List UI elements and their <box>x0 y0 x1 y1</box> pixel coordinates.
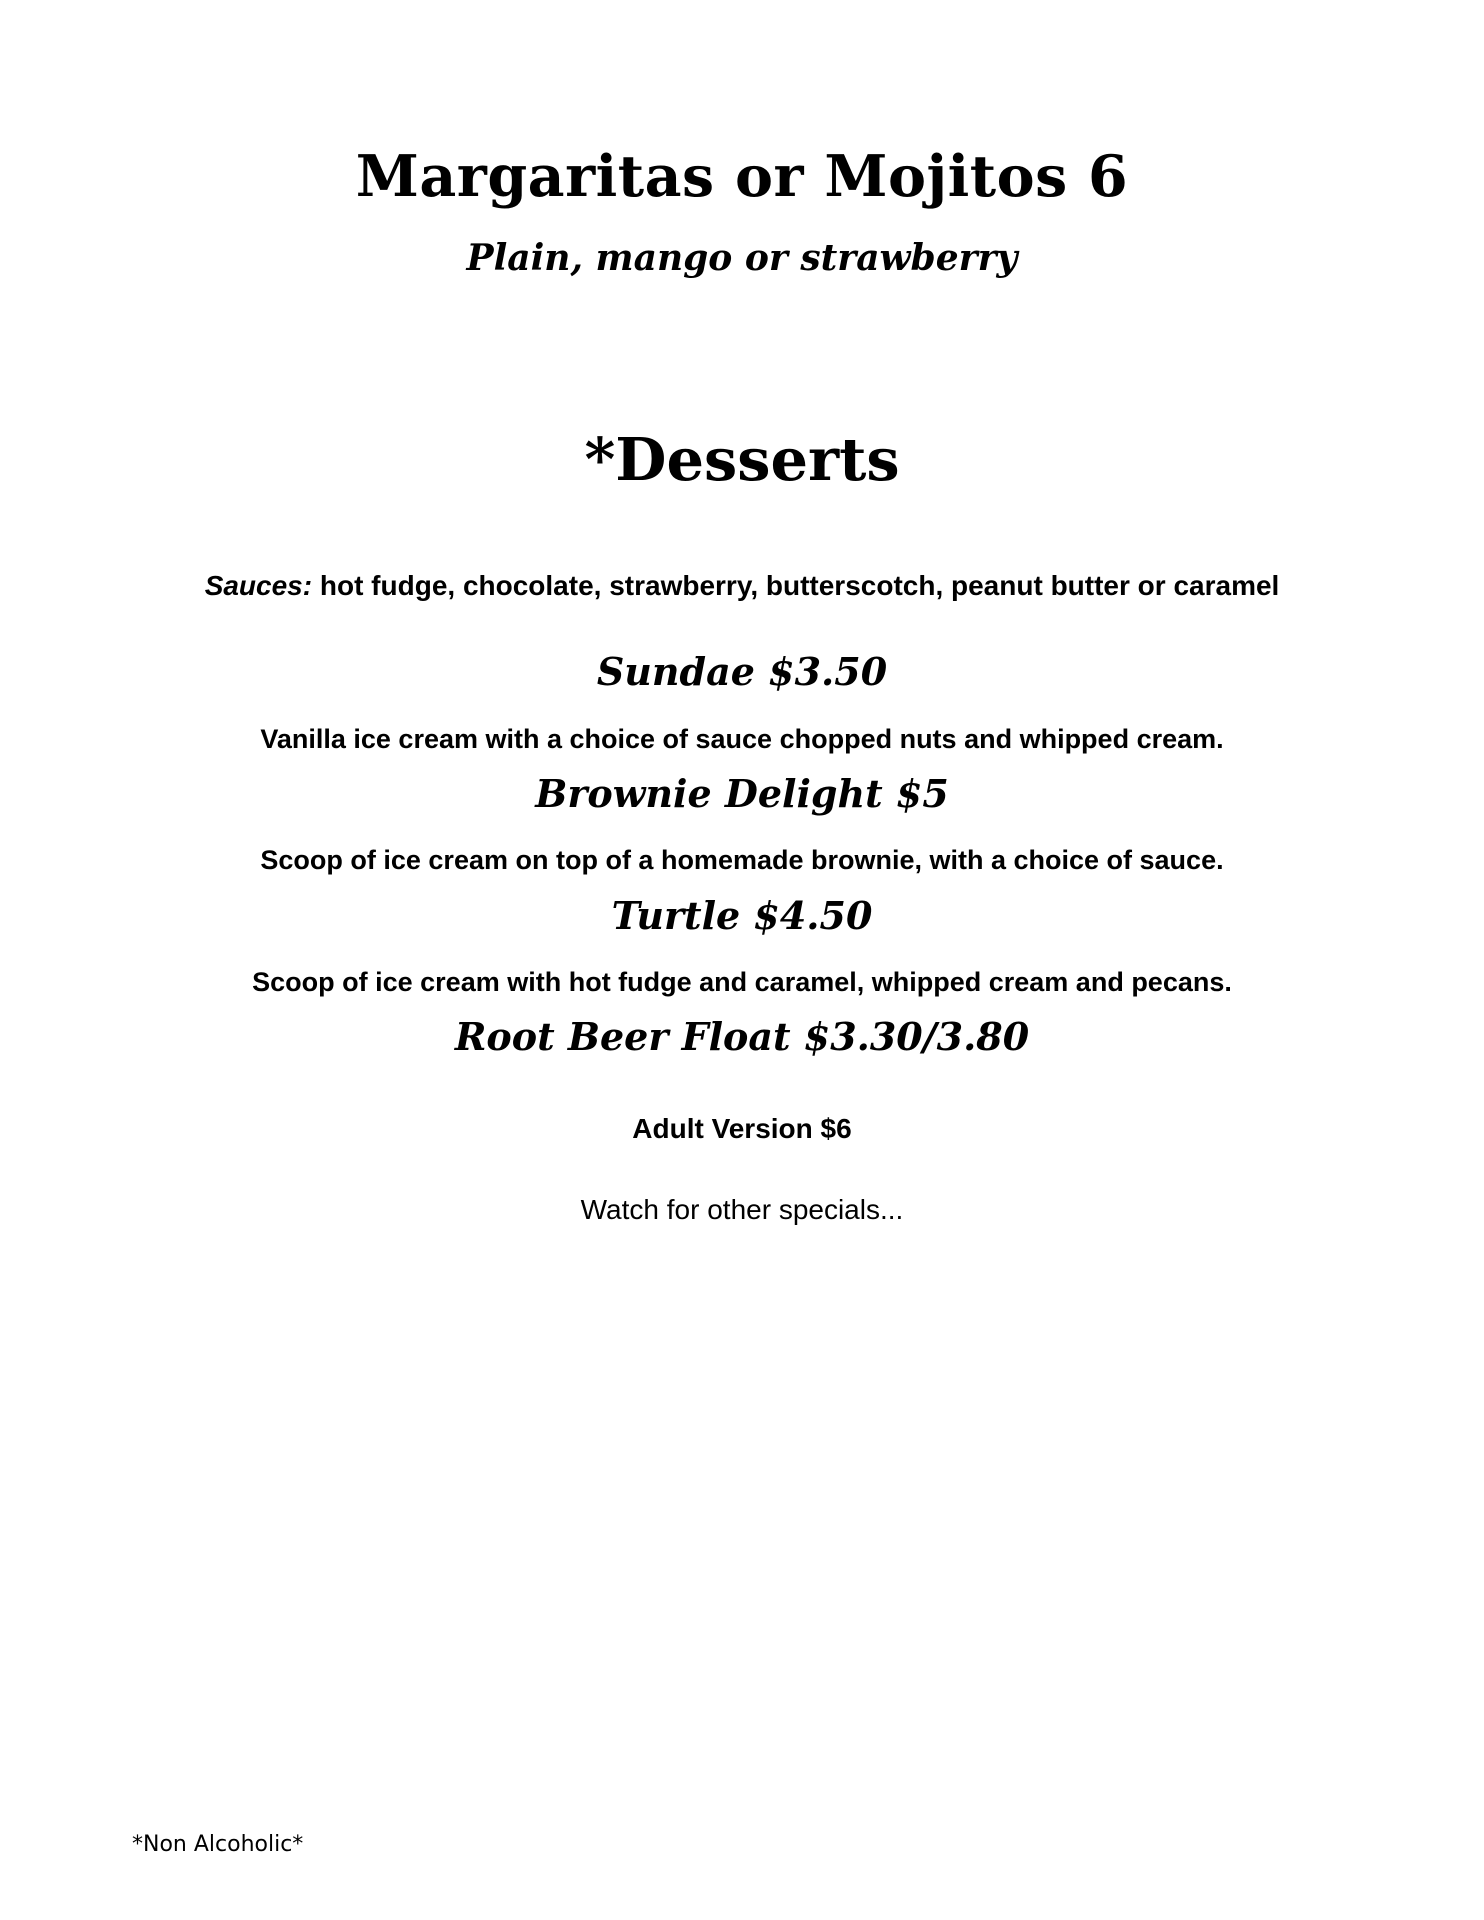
specials-note: Watch for other specials... <box>580 1194 904 1225</box>
drinks-title: Margaritas or Mojitos 6 <box>355 143 1129 210</box>
dessert-item-name: Sundae $3.50 <box>596 649 888 694</box>
drinks-subtitle: Plain, mango or strawberry <box>466 237 1018 279</box>
dessert-item-name: Brownie Delight $5 <box>535 771 949 816</box>
sauces-line <box>0 570 1484 602</box>
adult-version-note: Adult Version $6 <box>632 1113 852 1144</box>
desserts-title: *Desserts <box>584 425 900 494</box>
dessert-item-description: Scoop of ice cream on top of a homemade brownie, with a choice of sauce. <box>260 845 1224 875</box>
dessert-item-description: Vanilla ice cream with a choice of sauce chopped nuts and whipped cream. <box>260 724 1224 754</box>
sauces-label: Sauces: <box>204 570 313 601</box>
dessert-item-name: Root Beer Float $3.30/3.80 <box>454 1014 1030 1059</box>
dessert-item-name: Turtle $4.50 <box>611 893 873 938</box>
dessert-item-description: Scoop of ice cream with hot fudge and caramel, whipped cream and pecans. <box>252 967 1232 997</box>
footnote: *Non Alcoholic* <box>132 1832 304 1857</box>
sauces-list: hot fudge, chocolate, strawberry, butterscotch, peanut butter or caramel <box>312 570 1280 601</box>
